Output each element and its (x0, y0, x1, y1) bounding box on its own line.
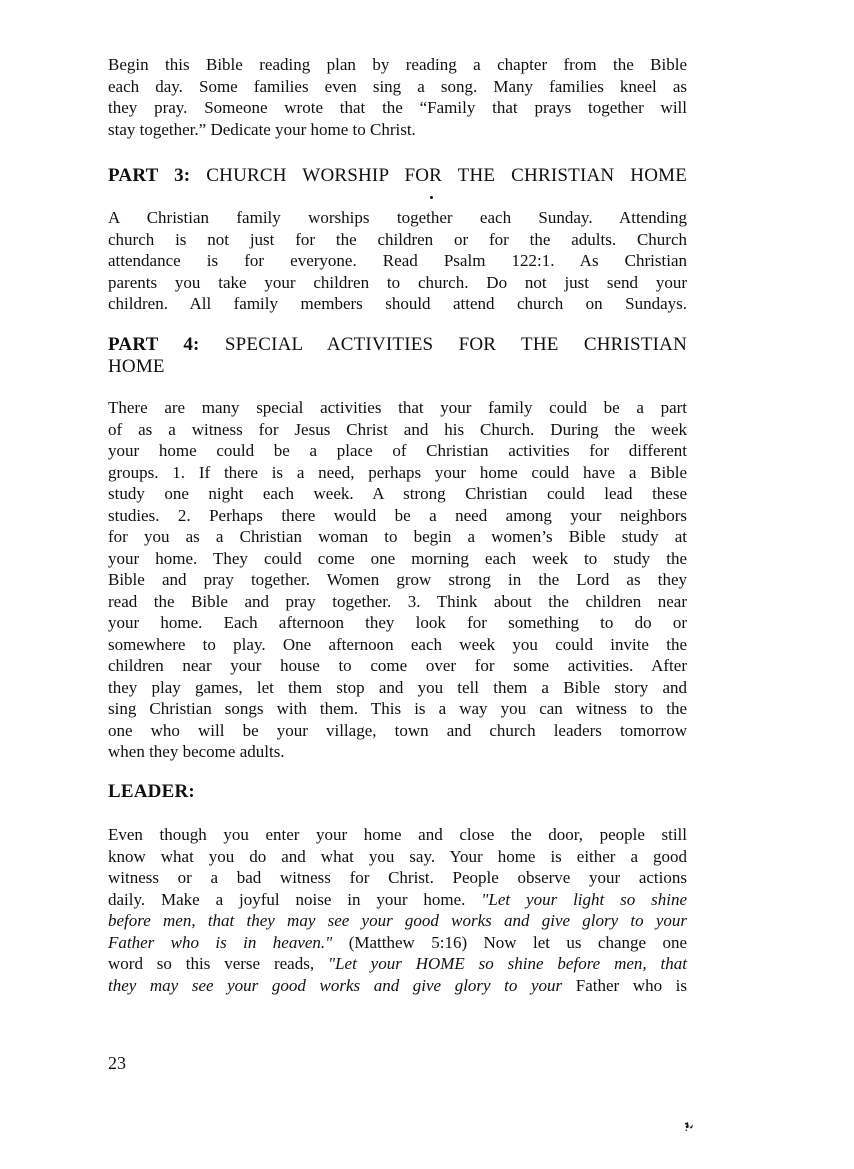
paragraph-part4-body (108, 397, 687, 763)
heading-part4 (108, 334, 687, 378)
text-line: your home could be a place of Christian activities for different (108, 441, 687, 460)
heading-part3-title: CHURCH WORSHIP FOR THE CHRISTIAN HOME (206, 165, 688, 186)
heading-part4-title-line2: HOME (108, 356, 165, 377)
page-number: 23 (108, 1053, 126, 1073)
stray-dot-artifact (430, 196, 433, 199)
text-line: A Christian family worships together each Sunday. Attending (108, 208, 687, 227)
text-segment: know what you do and what you say. Your home is either a good (108, 846, 687, 866)
text-line: one who will be your village, town and church leaders tomorrow (108, 720, 687, 740)
text-line: stay together.” Dedicate your home to Christ. (108, 119, 416, 139)
text-line: church is not just for the children or for the adults. Church (108, 229, 687, 249)
scripture-quote-segment: before men, that they may see your good works and give glory to your (108, 911, 687, 930)
text-segment: word so this verse reads, (108, 954, 328, 973)
paragraph-intro (108, 54, 687, 140)
text-line: sing Christian songs with them. This is a way you can witness to the (108, 699, 687, 718)
heading-part3 (108, 165, 687, 187)
heading-part4-label: PART 4: (108, 334, 200, 355)
paragraph-part3-body (108, 207, 687, 315)
text-line (108, 910, 687, 932)
heading-line (108, 165, 687, 187)
text-line: children. All family members should attend church on Sundays. (108, 294, 687, 313)
text-line (108, 889, 687, 911)
heading-part3-label: PART 3: (108, 165, 191, 186)
text-line (108, 846, 687, 868)
scripture-quote-segment: "Let your HOME so shine before men, that (327, 954, 687, 973)
ink-speck-artifact (683, 1121, 697, 1133)
scripture-quote-segment: Father who is in heaven." (108, 932, 333, 952)
text-line: study one night each week. A strong Christian could lead these (108, 484, 687, 503)
text-segment: (Matthew 5:16) Now let us change one (332, 932, 687, 952)
text-line: There are many special activities that your family could be a part (108, 398, 687, 417)
text-line: they pray. Someone wrote that the “Family that prays together will (108, 98, 687, 117)
text-line: read the Bible and pray together. 3. Think about the children near (108, 591, 687, 611)
text-segment: daily. Make a joyful noise in your home. (108, 889, 482, 909)
text-line: your home. They could come one morning each week to study the (108, 548, 687, 568)
text-line: parents you take your children to church. Do not just send your (108, 272, 687, 292)
text-line (108, 953, 687, 975)
text-line: attendance is for everyone. Read Psalm 122:1. As Christian (108, 251, 687, 270)
text-line (108, 824, 687, 846)
text-line: they play games, let them stop and you tell them a Bible story and (108, 677, 687, 697)
text-line: studies. 2. Perhaps there would be a need among your neighbors (108, 505, 687, 525)
text-line: for you as a Christian woman to begin a women’s Bible study at (108, 527, 687, 546)
text-line: Begin this Bible reading plan by reading a chapter from the Bible (108, 55, 687, 74)
text-line (108, 867, 687, 889)
heading-line (108, 334, 687, 356)
text-line: each day. Some families even sing a song. Many families kneel as (108, 76, 687, 96)
heading-leader-label: LEADER: (108, 781, 195, 802)
text-line: your home. Each afternoon they look for something to do or (108, 613, 687, 632)
text-segment: witness or a bad witness for Christ. People observe your actions (108, 868, 687, 887)
scripture-quote-segment: they may see your good works and give glory to your (108, 975, 576, 995)
text-line (108, 932, 687, 954)
heading-part4-title-line1: SPECIAL ACTIVITIES FOR THE CHRISTIAN (224, 334, 687, 355)
heading-line (108, 781, 687, 803)
text-line: when they become adults. (108, 742, 285, 761)
text-line: children near your house to come over for some activities. After (108, 656, 687, 675)
text-line: groups. 1. If there is a need, perhaps your home could have a Bible (108, 462, 687, 482)
text-line: of as a witness for Jesus Christ and his Church. During the week (108, 419, 687, 439)
paragraph-leader-body (108, 824, 687, 996)
text-line (108, 975, 687, 997)
scripture-quote-segment: "Let your light so shine (481, 889, 687, 909)
heading-leader (108, 781, 687, 803)
text-line: Bible and pray together. Women grow strong in the Lord as they (108, 570, 687, 589)
text-line: somewhere to play. One afternoon each week you could invite the (108, 634, 687, 654)
text-segment: Father who is (575, 975, 688, 995)
text-segment: Even though you enter your home and close the door, people still (108, 825, 687, 844)
